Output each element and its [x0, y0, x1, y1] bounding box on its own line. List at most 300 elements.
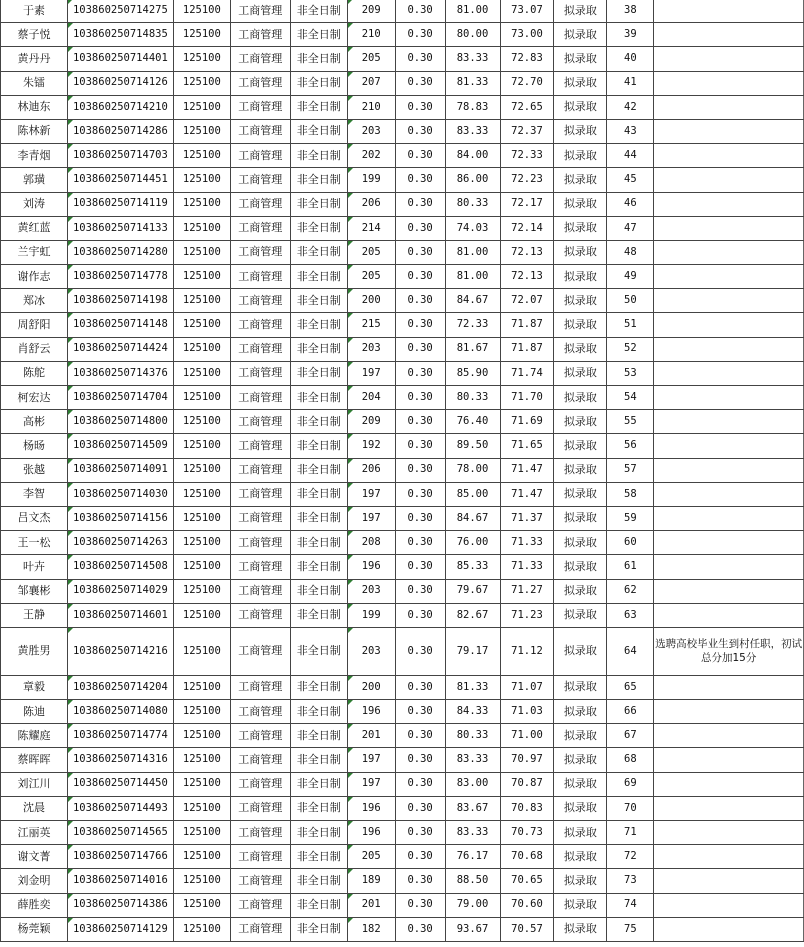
retest-score-cell[interactable]: 84.67	[445, 506, 500, 530]
note-cell[interactable]	[654, 675, 804, 699]
exam-id-cell[interactable]: 103860250714601	[67, 603, 173, 627]
major-cell[interactable]: 工商管理	[230, 531, 290, 555]
note-cell[interactable]	[654, 361, 804, 385]
rank-cell[interactable]: 71	[607, 821, 654, 845]
study-mode-cell[interactable]: 非全日制	[290, 627, 347, 675]
prelim-score-cell[interactable]: 210	[347, 23, 395, 47]
study-mode-cell[interactable]: 非全日制	[290, 772, 347, 796]
note-cell[interactable]	[654, 0, 804, 23]
major-code-cell[interactable]: 125100	[173, 482, 230, 506]
total-score-cell[interactable]: 70.87	[500, 772, 554, 796]
note-cell[interactable]	[654, 23, 804, 47]
major-cell[interactable]: 工商管理	[230, 192, 290, 216]
prelim-score-cell[interactable]: 200	[347, 289, 395, 313]
rank-cell[interactable]: 67	[607, 724, 654, 748]
note-cell[interactable]	[654, 168, 804, 192]
name-cell[interactable]: 王一松	[1, 531, 68, 555]
major-code-cell[interactable]: 125100	[173, 47, 230, 71]
weight-cell[interactable]: 0.30	[395, 265, 445, 289]
retest-score-cell[interactable]: 81.67	[445, 337, 500, 361]
study-mode-cell[interactable]: 非全日制	[290, 603, 347, 627]
rank-cell[interactable]: 42	[607, 95, 654, 119]
study-mode-cell[interactable]: 非全日制	[290, 216, 347, 240]
prelim-score-cell[interactable]: 205	[347, 240, 395, 264]
total-score-cell[interactable]: 71.07	[500, 675, 554, 699]
study-mode-cell[interactable]: 非全日制	[290, 482, 347, 506]
note-cell[interactable]	[654, 313, 804, 337]
prelim-score-cell[interactable]: 202	[347, 144, 395, 168]
total-score-cell[interactable]: 72.83	[500, 47, 554, 71]
retest-score-cell[interactable]: 80.00	[445, 23, 500, 47]
exam-id-cell[interactable]: 103860250714703	[67, 144, 173, 168]
exam-id-cell[interactable]: 103860250714148	[67, 313, 173, 337]
prelim-score-cell[interactable]: 203	[347, 337, 395, 361]
major-cell[interactable]: 工商管理	[230, 458, 290, 482]
retest-score-cell[interactable]: 83.33	[445, 119, 500, 143]
note-cell[interactable]	[654, 700, 804, 724]
study-mode-cell[interactable]: 非全日制	[290, 555, 347, 579]
result-cell[interactable]: 拟录取	[554, 869, 607, 893]
rank-cell[interactable]: 44	[607, 144, 654, 168]
study-mode-cell[interactable]: 非全日制	[290, 119, 347, 143]
rank-cell[interactable]: 75	[607, 917, 654, 941]
retest-score-cell[interactable]: 84.67	[445, 289, 500, 313]
total-score-cell[interactable]: 71.33	[500, 555, 554, 579]
exam-id-cell[interactable]: 103860250714835	[67, 23, 173, 47]
retest-score-cell[interactable]: 76.00	[445, 531, 500, 555]
note-cell[interactable]	[654, 119, 804, 143]
weight-cell[interactable]: 0.30	[395, 603, 445, 627]
rank-cell[interactable]: 38	[607, 0, 654, 23]
rank-cell[interactable]: 64	[607, 627, 654, 675]
weight-cell[interactable]: 0.30	[395, 845, 445, 869]
result-cell[interactable]: 拟录取	[554, 71, 607, 95]
name-cell[interactable]: 刘金明	[1, 869, 68, 893]
retest-score-cell[interactable]: 80.33	[445, 192, 500, 216]
retest-score-cell[interactable]: 85.00	[445, 482, 500, 506]
major-cell[interactable]: 工商管理	[230, 869, 290, 893]
exam-id-cell[interactable]: 103860250714210	[67, 95, 173, 119]
exam-id-cell[interactable]: 103860250714451	[67, 168, 173, 192]
prelim-score-cell[interactable]: 207	[347, 71, 395, 95]
retest-score-cell[interactable]: 84.00	[445, 144, 500, 168]
result-cell[interactable]: 拟录取	[554, 0, 607, 23]
note-cell[interactable]	[654, 192, 804, 216]
result-cell[interactable]: 拟录取	[554, 192, 607, 216]
prelim-score-cell[interactable]: 209	[347, 410, 395, 434]
result-cell[interactable]: 拟录取	[554, 410, 607, 434]
retest-score-cell[interactable]: 81.33	[445, 675, 500, 699]
exam-id-cell[interactable]: 103860250714198	[67, 289, 173, 313]
study-mode-cell[interactable]: 非全日制	[290, 144, 347, 168]
prelim-score-cell[interactable]: 206	[347, 192, 395, 216]
study-mode-cell[interactable]: 非全日制	[290, 47, 347, 71]
rank-cell[interactable]: 50	[607, 289, 654, 313]
total-score-cell[interactable]: 71.12	[500, 627, 554, 675]
retest-score-cell[interactable]: 83.33	[445, 748, 500, 772]
major-code-cell[interactable]: 125100	[173, 168, 230, 192]
total-score-cell[interactable]: 72.14	[500, 216, 554, 240]
prelim-score-cell[interactable]: 196	[347, 796, 395, 820]
major-code-cell[interactable]: 125100	[173, 410, 230, 434]
result-cell[interactable]: 拟录取	[554, 531, 607, 555]
rank-cell[interactable]: 73	[607, 869, 654, 893]
rank-cell[interactable]: 68	[607, 748, 654, 772]
exam-id-cell[interactable]: 103860250714016	[67, 869, 173, 893]
result-cell[interactable]: 拟录取	[554, 458, 607, 482]
exam-id-cell[interactable]: 103860250714204	[67, 675, 173, 699]
weight-cell[interactable]: 0.30	[395, 627, 445, 675]
retest-score-cell[interactable]: 89.50	[445, 434, 500, 458]
retest-score-cell[interactable]: 81.00	[445, 265, 500, 289]
total-score-cell[interactable]: 72.13	[500, 240, 554, 264]
result-cell[interactable]: 拟录取	[554, 313, 607, 337]
weight-cell[interactable]: 0.30	[395, 313, 445, 337]
name-cell[interactable]: 黄红蓝	[1, 216, 68, 240]
result-cell[interactable]: 拟录取	[554, 675, 607, 699]
retest-score-cell[interactable]: 93.67	[445, 917, 500, 941]
name-cell[interactable]: 杨莞颖	[1, 917, 68, 941]
rank-cell[interactable]: 43	[607, 119, 654, 143]
prelim-score-cell[interactable]: 197	[347, 361, 395, 385]
rank-cell[interactable]: 49	[607, 265, 654, 289]
exam-id-cell[interactable]: 103860250714508	[67, 555, 173, 579]
major-code-cell[interactable]: 125100	[173, 265, 230, 289]
study-mode-cell[interactable]: 非全日制	[290, 240, 347, 264]
major-code-cell[interactable]: 125100	[173, 772, 230, 796]
rank-cell[interactable]: 57	[607, 458, 654, 482]
name-cell[interactable]: 黄胜男	[1, 627, 68, 675]
name-cell[interactable]: 肖舒云	[1, 337, 68, 361]
major-code-cell[interactable]: 125100	[173, 796, 230, 820]
major-code-cell[interactable]: 125100	[173, 627, 230, 675]
name-cell[interactable]: 郭璜	[1, 168, 68, 192]
name-cell[interactable]: 章毅	[1, 675, 68, 699]
total-score-cell[interactable]: 72.65	[500, 95, 554, 119]
major-cell[interactable]: 工商管理	[230, 603, 290, 627]
weight-cell[interactable]: 0.30	[395, 748, 445, 772]
weight-cell[interactable]: 0.30	[395, 144, 445, 168]
name-cell[interactable]: 沈晨	[1, 796, 68, 820]
weight-cell[interactable]: 0.30	[395, 47, 445, 71]
exam-id-cell[interactable]: 103860250714080	[67, 700, 173, 724]
note-cell[interactable]	[654, 47, 804, 71]
name-cell[interactable]: 张越	[1, 458, 68, 482]
prelim-score-cell[interactable]: 196	[347, 555, 395, 579]
prelim-score-cell[interactable]: 199	[347, 603, 395, 627]
exam-id-cell[interactable]: 103860250714565	[67, 821, 173, 845]
prelim-score-cell[interactable]: 201	[347, 893, 395, 917]
exam-id-cell[interactable]: 103860250714091	[67, 458, 173, 482]
major-cell[interactable]: 工商管理	[230, 579, 290, 603]
note-cell[interactable]	[654, 893, 804, 917]
prelim-score-cell[interactable]: 204	[347, 386, 395, 410]
rank-cell[interactable]: 63	[607, 603, 654, 627]
retest-score-cell[interactable]: 81.33	[445, 71, 500, 95]
result-cell[interactable]: 拟录取	[554, 168, 607, 192]
prelim-score-cell[interactable]: 196	[347, 821, 395, 845]
exam-id-cell[interactable]: 103860250714376	[67, 361, 173, 385]
exam-id-cell[interactable]: 103860250714386	[67, 893, 173, 917]
name-cell[interactable]: 周舒阳	[1, 313, 68, 337]
weight-cell[interactable]: 0.30	[395, 119, 445, 143]
weight-cell[interactable]: 0.30	[395, 700, 445, 724]
result-cell[interactable]: 拟录取	[554, 579, 607, 603]
result-cell[interactable]: 拟录取	[554, 748, 607, 772]
major-code-cell[interactable]: 125100	[173, 724, 230, 748]
prelim-score-cell[interactable]: 197	[347, 772, 395, 796]
major-cell[interactable]: 工商管理	[230, 627, 290, 675]
total-score-cell[interactable]: 72.07	[500, 289, 554, 313]
result-cell[interactable]: 拟录取	[554, 917, 607, 941]
note-cell[interactable]	[654, 144, 804, 168]
total-score-cell[interactable]: 72.37	[500, 119, 554, 143]
rank-cell[interactable]: 58	[607, 482, 654, 506]
exam-id-cell[interactable]: 103860250714424	[67, 337, 173, 361]
exam-id-cell[interactable]: 103860250714286	[67, 119, 173, 143]
result-cell[interactable]: 拟录取	[554, 386, 607, 410]
rank-cell[interactable]: 47	[607, 216, 654, 240]
major-code-cell[interactable]: 125100	[173, 579, 230, 603]
study-mode-cell[interactable]: 非全日制	[290, 724, 347, 748]
major-code-cell[interactable]: 125100	[173, 289, 230, 313]
rank-cell[interactable]: 70	[607, 796, 654, 820]
retest-score-cell[interactable]: 83.00	[445, 772, 500, 796]
weight-cell[interactable]: 0.30	[395, 95, 445, 119]
study-mode-cell[interactable]: 非全日制	[290, 386, 347, 410]
rank-cell[interactable]: 61	[607, 555, 654, 579]
total-score-cell[interactable]: 71.70	[500, 386, 554, 410]
study-mode-cell[interactable]: 非全日制	[290, 458, 347, 482]
total-score-cell[interactable]: 71.87	[500, 337, 554, 361]
weight-cell[interactable]: 0.30	[395, 23, 445, 47]
study-mode-cell[interactable]: 非全日制	[290, 869, 347, 893]
total-score-cell[interactable]: 70.65	[500, 869, 554, 893]
prelim-score-cell[interactable]: 197	[347, 506, 395, 530]
retest-score-cell[interactable]: 80.33	[445, 724, 500, 748]
result-cell[interactable]: 拟录取	[554, 434, 607, 458]
result-cell[interactable]: 拟录取	[554, 337, 607, 361]
prelim-score-cell[interactable]: 189	[347, 869, 395, 893]
total-score-cell[interactable]: 72.13	[500, 265, 554, 289]
total-score-cell[interactable]: 70.73	[500, 821, 554, 845]
major-code-cell[interactable]: 125100	[173, 821, 230, 845]
retest-score-cell[interactable]: 79.17	[445, 627, 500, 675]
note-cell[interactable]	[654, 506, 804, 530]
prelim-score-cell[interactable]: 214	[347, 216, 395, 240]
note-cell[interactable]	[654, 337, 804, 361]
total-score-cell[interactable]: 70.68	[500, 845, 554, 869]
major-cell[interactable]: 工商管理	[230, 95, 290, 119]
name-cell[interactable]: 朱镭	[1, 71, 68, 95]
note-cell[interactable]	[654, 845, 804, 869]
rank-cell[interactable]: 45	[607, 168, 654, 192]
total-score-cell[interactable]: 72.70	[500, 71, 554, 95]
major-cell[interactable]: 工商管理	[230, 845, 290, 869]
major-cell[interactable]: 工商管理	[230, 119, 290, 143]
major-code-cell[interactable]: 125100	[173, 337, 230, 361]
major-code-cell[interactable]: 125100	[173, 216, 230, 240]
study-mode-cell[interactable]: 非全日制	[290, 821, 347, 845]
weight-cell[interactable]: 0.30	[395, 289, 445, 313]
major-code-cell[interactable]: 125100	[173, 144, 230, 168]
note-cell[interactable]	[654, 531, 804, 555]
major-code-cell[interactable]: 125100	[173, 555, 230, 579]
study-mode-cell[interactable]: 非全日制	[290, 289, 347, 313]
result-cell[interactable]: 拟录取	[554, 724, 607, 748]
total-score-cell[interactable]: 71.00	[500, 724, 554, 748]
weight-cell[interactable]: 0.30	[395, 869, 445, 893]
total-score-cell[interactable]: 70.60	[500, 893, 554, 917]
major-cell[interactable]: 工商管理	[230, 893, 290, 917]
major-cell[interactable]: 工商管理	[230, 168, 290, 192]
major-code-cell[interactable]: 125100	[173, 240, 230, 264]
name-cell[interactable]: 吕文杰	[1, 506, 68, 530]
weight-cell[interactable]: 0.30	[395, 917, 445, 941]
name-cell[interactable]: 王静	[1, 603, 68, 627]
result-cell[interactable]: 拟录取	[554, 95, 607, 119]
result-cell[interactable]: 拟录取	[554, 144, 607, 168]
major-code-cell[interactable]: 125100	[173, 506, 230, 530]
exam-id-cell[interactable]: 103860250714778	[67, 265, 173, 289]
prelim-score-cell[interactable]: 203	[347, 119, 395, 143]
total-score-cell[interactable]: 71.33	[500, 531, 554, 555]
major-code-cell[interactable]: 125100	[173, 71, 230, 95]
retest-score-cell[interactable]: 85.90	[445, 361, 500, 385]
prelim-score-cell[interactable]: 205	[347, 47, 395, 71]
note-cell[interactable]	[654, 482, 804, 506]
note-cell[interactable]	[654, 821, 804, 845]
note-cell[interactable]	[654, 724, 804, 748]
weight-cell[interactable]: 0.30	[395, 531, 445, 555]
exam-id-cell[interactable]: 103860250714450	[67, 772, 173, 796]
major-code-cell[interactable]: 125100	[173, 675, 230, 699]
exam-id-cell[interactable]: 103860250714126	[67, 71, 173, 95]
major-cell[interactable]: 工商管理	[230, 675, 290, 699]
total-score-cell[interactable]: 71.37	[500, 506, 554, 530]
rank-cell[interactable]: 66	[607, 700, 654, 724]
exam-id-cell[interactable]: 103860250714704	[67, 386, 173, 410]
weight-cell[interactable]: 0.30	[395, 893, 445, 917]
retest-score-cell[interactable]: 78.83	[445, 95, 500, 119]
major-cell[interactable]: 工商管理	[230, 313, 290, 337]
study-mode-cell[interactable]: 非全日制	[290, 917, 347, 941]
major-code-cell[interactable]: 125100	[173, 893, 230, 917]
major-code-cell[interactable]: 125100	[173, 748, 230, 772]
exam-id-cell[interactable]: 103860250714800	[67, 410, 173, 434]
retest-score-cell[interactable]: 79.00	[445, 893, 500, 917]
name-cell[interactable]: 柯宏达	[1, 386, 68, 410]
major-cell[interactable]: 工商管理	[230, 482, 290, 506]
study-mode-cell[interactable]: 非全日制	[290, 579, 347, 603]
major-cell[interactable]: 工商管理	[230, 386, 290, 410]
major-code-cell[interactable]: 125100	[173, 603, 230, 627]
rank-cell[interactable]: 65	[607, 675, 654, 699]
name-cell[interactable]: 郑冰	[1, 289, 68, 313]
note-cell[interactable]	[654, 410, 804, 434]
prelim-score-cell[interactable]: 205	[347, 845, 395, 869]
note-cell[interactable]	[654, 71, 804, 95]
retest-score-cell[interactable]: 84.33	[445, 700, 500, 724]
weight-cell[interactable]: 0.30	[395, 458, 445, 482]
rank-cell[interactable]: 39	[607, 23, 654, 47]
study-mode-cell[interactable]: 非全日制	[290, 71, 347, 95]
exam-id-cell[interactable]: 103860250714129	[67, 917, 173, 941]
result-cell[interactable]: 拟录取	[554, 240, 607, 264]
name-cell[interactable]: 陈舵	[1, 361, 68, 385]
prelim-score-cell[interactable]: 203	[347, 579, 395, 603]
prelim-score-cell[interactable]: 192	[347, 434, 395, 458]
rank-cell[interactable]: 60	[607, 531, 654, 555]
name-cell[interactable]: 李青烟	[1, 144, 68, 168]
weight-cell[interactable]: 0.30	[395, 71, 445, 95]
major-cell[interactable]: 工商管理	[230, 144, 290, 168]
study-mode-cell[interactable]: 非全日制	[290, 796, 347, 820]
exam-id-cell[interactable]: 103860250714030	[67, 482, 173, 506]
total-score-cell[interactable]: 71.27	[500, 579, 554, 603]
name-cell[interactable]: 刘江川	[1, 772, 68, 796]
name-cell[interactable]: 林迪东	[1, 95, 68, 119]
retest-score-cell[interactable]: 85.33	[445, 555, 500, 579]
note-cell[interactable]: 选聘高校毕业生到村任职，初试总分加15分	[654, 627, 804, 675]
name-cell[interactable]: 刘涛	[1, 192, 68, 216]
retest-score-cell[interactable]: 88.50	[445, 869, 500, 893]
major-code-cell[interactable]: 125100	[173, 361, 230, 385]
major-cell[interactable]: 工商管理	[230, 917, 290, 941]
note-cell[interactable]	[654, 603, 804, 627]
name-cell[interactable]: 于素	[1, 0, 68, 23]
total-score-cell[interactable]: 70.97	[500, 748, 554, 772]
weight-cell[interactable]: 0.30	[395, 192, 445, 216]
major-cell[interactable]: 工商管理	[230, 289, 290, 313]
exam-id-cell[interactable]: 103860250714401	[67, 47, 173, 71]
study-mode-cell[interactable]: 非全日制	[290, 845, 347, 869]
result-cell[interactable]: 拟录取	[554, 821, 607, 845]
rank-cell[interactable]: 59	[607, 506, 654, 530]
weight-cell[interactable]: 0.30	[395, 482, 445, 506]
weight-cell[interactable]: 0.30	[395, 168, 445, 192]
note-cell[interactable]	[654, 289, 804, 313]
weight-cell[interactable]: 0.30	[395, 337, 445, 361]
major-cell[interactable]: 工商管理	[230, 724, 290, 748]
rank-cell[interactable]: 41	[607, 71, 654, 95]
major-cell[interactable]: 工商管理	[230, 772, 290, 796]
rank-cell[interactable]: 56	[607, 434, 654, 458]
weight-cell[interactable]: 0.30	[395, 579, 445, 603]
exam-id-cell[interactable]: 103860250714774	[67, 724, 173, 748]
study-mode-cell[interactable]: 非全日制	[290, 313, 347, 337]
study-mode-cell[interactable]: 非全日制	[290, 531, 347, 555]
weight-cell[interactable]: 0.30	[395, 434, 445, 458]
weight-cell[interactable]: 0.30	[395, 386, 445, 410]
study-mode-cell[interactable]: 非全日制	[290, 675, 347, 699]
prelim-score-cell[interactable]: 197	[347, 748, 395, 772]
rank-cell[interactable]: 62	[607, 579, 654, 603]
major-code-cell[interactable]: 125100	[173, 95, 230, 119]
name-cell[interactable]: 薛胜奕	[1, 893, 68, 917]
study-mode-cell[interactable]: 非全日制	[290, 265, 347, 289]
prelim-score-cell[interactable]: 196	[347, 700, 395, 724]
note-cell[interactable]	[654, 748, 804, 772]
major-cell[interactable]: 工商管理	[230, 506, 290, 530]
name-cell[interactable]: 叶卉	[1, 555, 68, 579]
major-code-cell[interactable]: 125100	[173, 23, 230, 47]
rank-cell[interactable]: 51	[607, 313, 654, 337]
exam-id-cell[interactable]: 103860250714263	[67, 531, 173, 555]
prelim-score-cell[interactable]: 208	[347, 531, 395, 555]
major-cell[interactable]: 工商管理	[230, 748, 290, 772]
name-cell[interactable]: 兰宇虹	[1, 240, 68, 264]
